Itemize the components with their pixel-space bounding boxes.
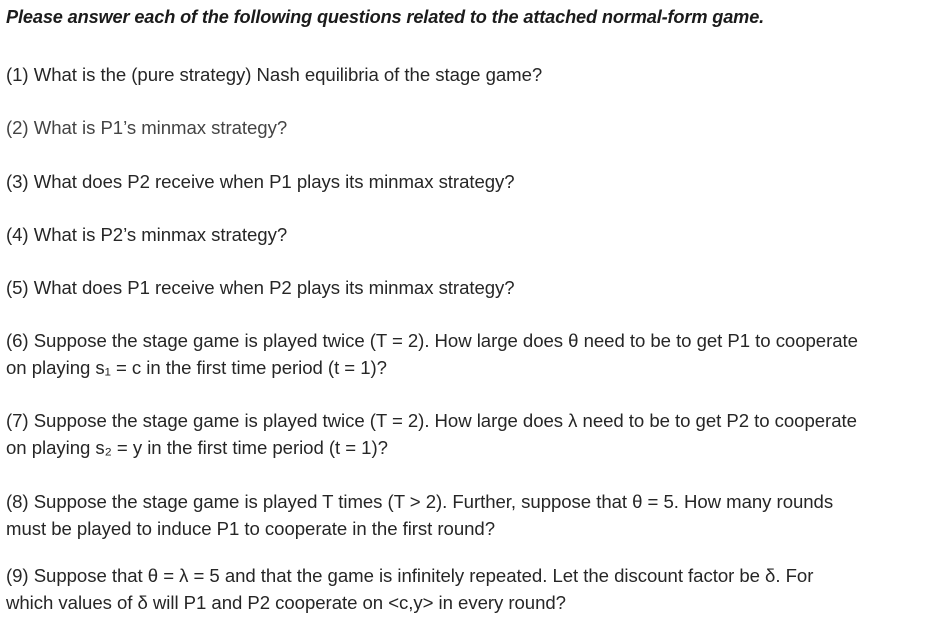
question-2-text: (2) What is P1’s minmax strategy? xyxy=(6,117,288,138)
question-8-line-1: (8) Suppose the stage game is played T times (T > 2). Further, suppose that θ = 5. How many rounds xyxy=(6,491,834,512)
question-7 xyxy=(6,407,857,461)
question-1 xyxy=(6,61,542,88)
question-3 xyxy=(6,168,515,195)
question-4-text: (4) What is P2’s minmax strategy? xyxy=(6,224,288,245)
question-1-text: (1) What is the (pure strategy) Nash equilibria of the stage game? xyxy=(6,64,543,85)
question-5-text: (5) What does P1 receive when P2 plays its minmax strategy? xyxy=(6,277,515,298)
question-6 xyxy=(6,327,858,381)
instructions-heading: Please answer each of the following questions related to the attached normal-form game. xyxy=(6,7,765,27)
question-6-line-2: on playing s₁ = c in the first time period (t = 1)? xyxy=(6,357,387,378)
question-4 xyxy=(6,221,287,248)
question-8-line-2: must be played to induce P1 to cooperate in the first round? xyxy=(6,518,496,539)
question-6-line-1: (6) Suppose the stage game is played twice (T = 2). How large does θ need to be to get P1 to cooperate xyxy=(6,330,858,351)
question-7-line-1: (7) Suppose the stage game is played twice (T = 2). How large does λ need to be to get P2 to cooperate xyxy=(6,410,857,431)
question-2 xyxy=(6,114,287,141)
question-9 xyxy=(6,562,813,616)
question-9-line-1: (9) Suppose that θ = λ = 5 and that the game is infinitely repeated. Let the discount factor be δ. For xyxy=(6,565,814,586)
question-7-line-2: on playing s₂ = y in the first time period (t = 1)? xyxy=(6,437,388,458)
question-8 xyxy=(6,488,833,542)
question-9-line-2: which values of δ will P1 and P2 cooperate on <c,y> in every round? xyxy=(6,592,566,613)
question-3-text: (3) What does P2 receive when P1 plays its minmax strategy? xyxy=(6,171,515,192)
question-5 xyxy=(6,274,515,301)
